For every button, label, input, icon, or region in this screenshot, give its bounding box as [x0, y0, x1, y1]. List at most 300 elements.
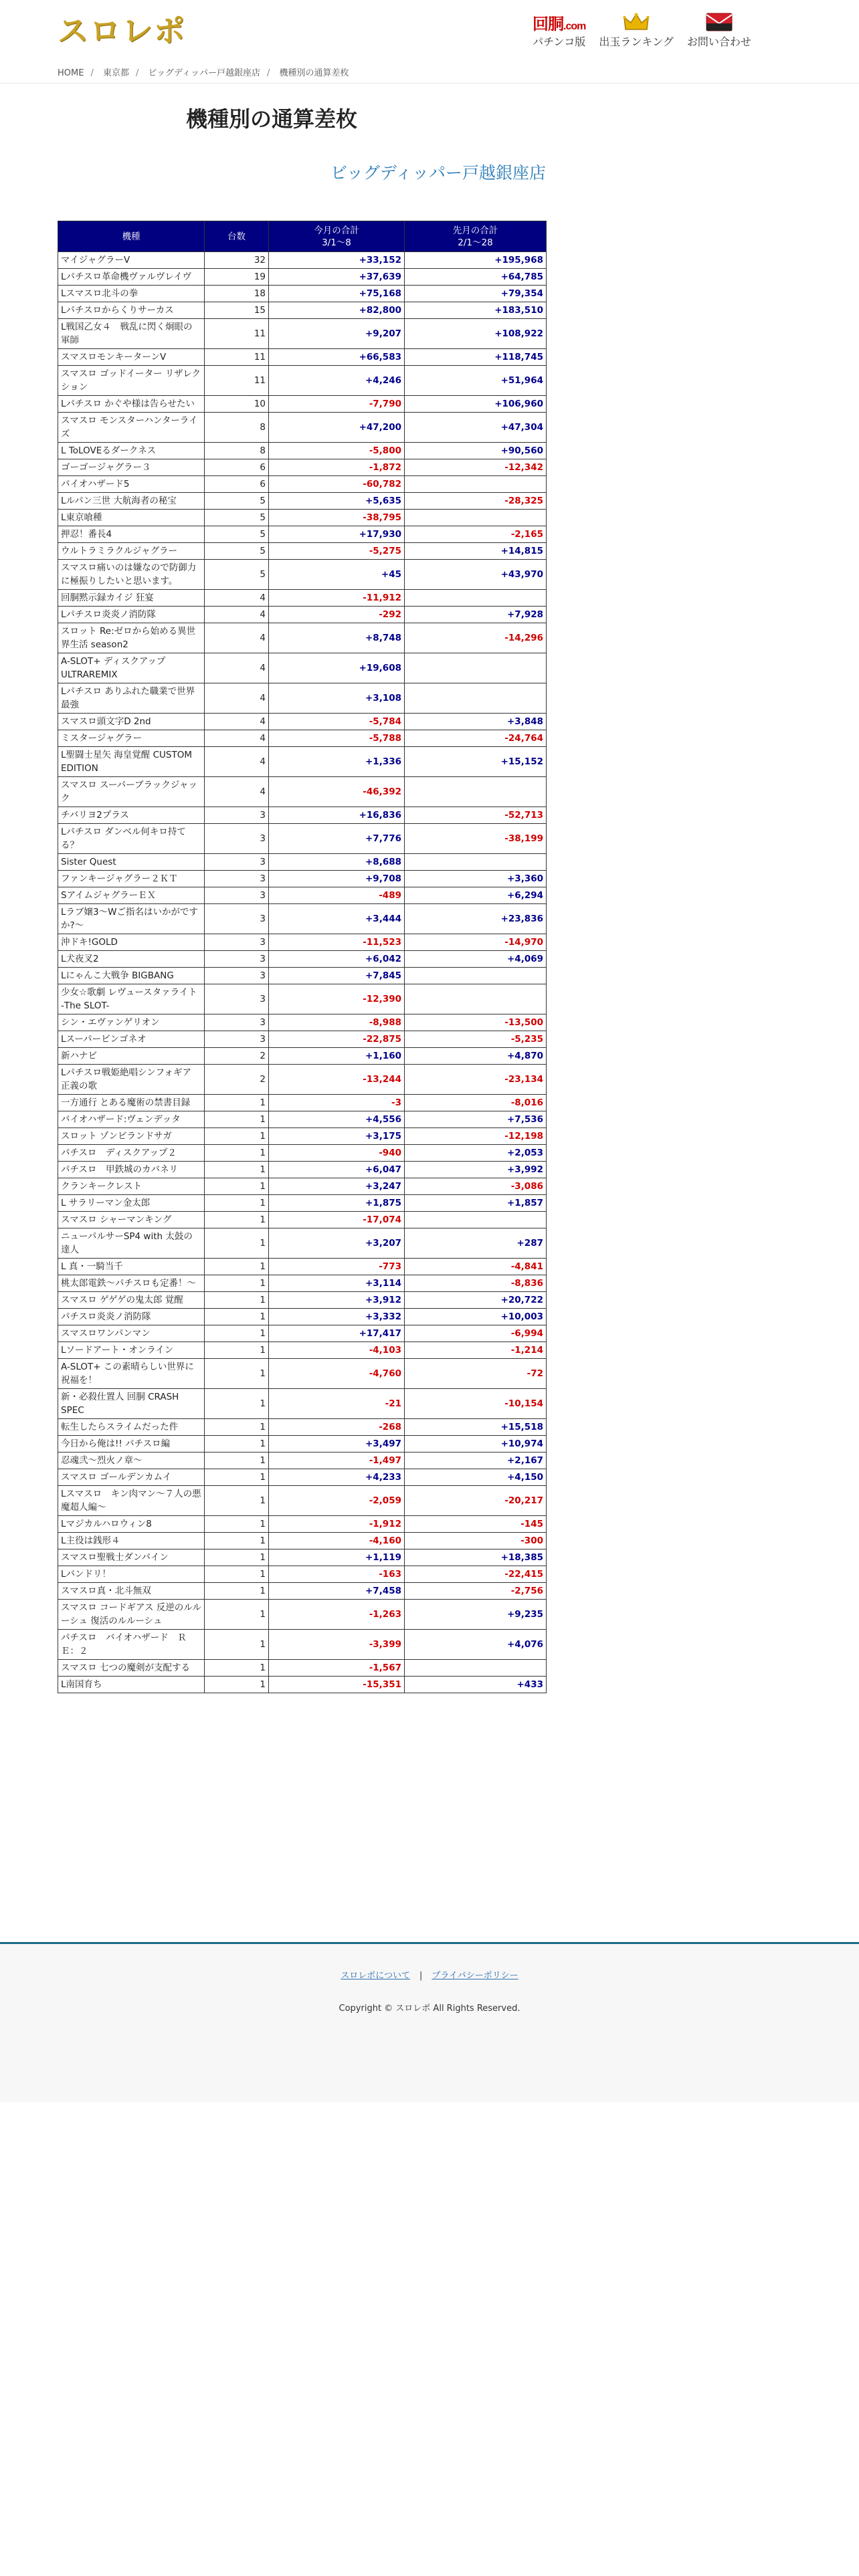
machine-name-cell[interactable]: 新・必殺仕置人 回胴 CRASH SPEC [58, 1389, 205, 1419]
last-month-total-cell: -300 [405, 1533, 547, 1549]
machine-count-cell: 1 [205, 1111, 269, 1128]
breadcrumb: HOME / 東京都 / ビッグディッパー戸越銀座店 / 機種別の通算差枚 [58, 68, 349, 78]
machine-count-cell: 1 [205, 1583, 269, 1600]
machine-count-cell: 1 [205, 1566, 269, 1583]
table-row [58, 1436, 547, 1453]
table-row [58, 1325, 547, 1342]
pachinko-logo-icon: 回胴.com [533, 15, 586, 33]
this-month-total-cell: -13,244 [269, 1065, 405, 1095]
machine-name-cell[interactable]: スマスロ ゴールデンカムイ [58, 1469, 205, 1486]
machine-name-cell[interactable]: Sister Quest [58, 854, 205, 871]
machine-name-cell[interactable]: パチスロ 甲鉄城のカバネリ [58, 1162, 205, 1178]
this-month-total-cell: +3,497 [269, 1436, 405, 1453]
machine-count-cell: 1 [205, 1677, 269, 1693]
this-month-total-cell: +3,332 [269, 1309, 405, 1325]
last-month-total-cell: +2,167 [405, 1453, 547, 1469]
table-row [58, 1583, 547, 1600]
machine-name-cell[interactable]: L サラリーマン金太郎 [58, 1195, 205, 1212]
last-month-total-cell: +195,968 [405, 252, 547, 269]
site-header [0, 0, 859, 58]
this-month-total-cell: +75,168 [269, 286, 405, 302]
last-month-total-cell: +64,785 [405, 269, 547, 286]
machine-name-cell[interactable]: スマスロ頭文字D 2nd [58, 714, 205, 730]
machine-name-cell[interactable]: パチスロ ディスクアップ２ [58, 1145, 205, 1162]
table-row [58, 1014, 547, 1031]
machine-name-cell[interactable]: Lパチスロ戦姫絶唱シンフォギア 正義の歌 [58, 1065, 205, 1095]
last-month-total-cell [405, 683, 547, 714]
table-row [58, 623, 547, 653]
machine-count-cell: 1 [205, 1195, 269, 1212]
last-month-total-cell: -8,836 [405, 1275, 547, 1292]
breadcrumb-store[interactable]: ビッグディッパー戸越銀座店 [148, 68, 260, 78]
machine-name-cell[interactable]: スマスロ聖戦士ダンバイン [58, 1549, 205, 1566]
table-row [58, 1292, 547, 1309]
machine-count-cell: 3 [205, 984, 269, 1014]
last-month-total-cell: +3,992 [405, 1162, 547, 1178]
machine-count-cell: 1 [205, 1309, 269, 1325]
table-row [58, 1486, 547, 1516]
footer-privacy-link[interactable]: プライバシーポリシー [432, 1971, 518, 1981]
machine-name-cell[interactable]: ミスタージャグラー [58, 730, 205, 747]
machine-count-cell: 1 [205, 1162, 269, 1178]
machine-name-cell[interactable]: スマスロ痛いのは嫌なので防御力に極振りしたいと思います。 [58, 560, 205, 590]
machine-count-cell: 1 [205, 1145, 269, 1162]
machine-name-cell[interactable]: スマスロ スーパーブラックジャック [58, 777, 205, 807]
this-month-total-cell: -1,872 [269, 459, 405, 476]
machine-count-cell: 10 [205, 396, 269, 413]
last-month-total-cell: -28,325 [405, 493, 547, 510]
last-month-total-cell: +47,304 [405, 413, 547, 443]
machine-count-cell: 1 [205, 1453, 269, 1469]
table-row [58, 366, 547, 396]
machine-name-cell[interactable]: スマスロワンパンマン [58, 1325, 205, 1342]
machine-count-cell: 1 [205, 1389, 269, 1419]
machine-count-cell: 3 [205, 807, 269, 824]
header-last-month[interactable]: 先月の合計 2/1〜28 [405, 221, 547, 252]
machine-count-cell: 11 [205, 319, 269, 349]
table-row [58, 951, 547, 968]
machine-count-cell: 6 [205, 476, 269, 493]
last-month-total-cell: +183,510 [405, 302, 547, 319]
table-row [58, 443, 547, 459]
table-row [58, 560, 547, 590]
machine-name-cell[interactable]: スロット Re:ゼロから始める異世界生活 season2 [58, 623, 205, 653]
machine-name-cell[interactable]: 新ハナビ [58, 1048, 205, 1065]
table-row [58, 1065, 547, 1095]
breadcrumb-current: 機種別の通算差枚 [279, 68, 349, 78]
this-month-total-cell: -21 [269, 1389, 405, 1419]
table-row [58, 1453, 547, 1469]
machine-count-cell: 4 [205, 653, 269, 683]
this-month-total-cell: -163 [269, 1566, 405, 1583]
table-row [58, 607, 547, 623]
this-month-total-cell: +45 [269, 560, 405, 590]
last-month-total-cell [405, 854, 547, 871]
machine-count-cell: 2 [205, 1048, 269, 1065]
last-month-total-cell: -6,994 [405, 1325, 547, 1342]
table-row [58, 1600, 547, 1630]
table-row [58, 1677, 547, 1693]
machine-count-cell: 1 [205, 1600, 269, 1630]
this-month-total-cell: -4,103 [269, 1342, 405, 1359]
machine-diff-table [58, 221, 547, 1693]
this-month-total-cell: -22,875 [269, 1031, 405, 1048]
machine-name-cell[interactable]: L聖闘士星矢 海皇覚醒 CUSTOM EDITION [58, 747, 205, 777]
machine-name-cell[interactable]: スマスロ コードギアス 反逆のルルーシュ 復活のルルーシュ [58, 1600, 205, 1630]
header-count[interactable]: 台数 [205, 221, 269, 252]
this-month-total-cell: +7,845 [269, 968, 405, 984]
this-month-total-cell: +3,114 [269, 1275, 405, 1292]
this-month-total-cell: -2,059 [269, 1486, 405, 1516]
machine-name-cell[interactable]: スマスロ ゲゲゲの鬼太郎 覚醒 [58, 1292, 205, 1309]
machine-name-cell[interactable]: バイオハザード:ヴェンデッタ [58, 1111, 205, 1128]
last-month-total-cell: +51,964 [405, 366, 547, 396]
last-month-total-cell: -2,756 [405, 1583, 547, 1600]
this-month-total-cell: +4,233 [269, 1469, 405, 1486]
machine-name-cell[interactable]: Lパチスロ かぐや様は告らせたい [58, 396, 205, 413]
table-row [58, 1275, 547, 1292]
header-machine[interactable]: 機種 [58, 221, 205, 252]
this-month-total-cell: +19,608 [269, 653, 405, 683]
machine-count-cell: 1 [205, 1228, 269, 1259]
machine-name-cell[interactable]: 忍魂弐〜烈火ノ章〜 [58, 1453, 205, 1469]
table-row [58, 510, 547, 526]
table-row [58, 1259, 547, 1275]
copyright: Copyright © スロレポ All Rights Reserved. [339, 2004, 520, 2014]
table-row [58, 493, 547, 510]
this-month-total-cell: +8,688 [269, 854, 405, 871]
this-month-total-cell: -5,800 [269, 443, 405, 459]
machine-count-cell: 5 [205, 526, 269, 543]
machine-count-cell: 3 [205, 1031, 269, 1048]
machine-name-cell[interactable]: チバリヨ2プラス [58, 807, 205, 824]
this-month-total-cell: -11,523 [269, 934, 405, 951]
machine-count-cell: 4 [205, 747, 269, 777]
last-month-total-cell: +10,974 [405, 1436, 547, 1453]
machine-name-cell[interactable]: スマスロ モンスターハンターライズ [58, 413, 205, 443]
machine-count-cell: 5 [205, 560, 269, 590]
table-row [58, 904, 547, 934]
machine-name-cell[interactable]: A-SLOT+ ディスクアップ ULTRAREMIX [58, 653, 205, 683]
this-month-total-cell: -5,788 [269, 730, 405, 747]
machine-name-cell[interactable]: マイジャグラーV [58, 252, 205, 269]
machine-name-cell[interactable]: L南国育ち [58, 1677, 205, 1693]
this-month-total-cell: +5,635 [269, 493, 405, 510]
breadcrumb-home[interactable]: HOME [58, 68, 84, 78]
last-month-total-cell: +3,360 [405, 871, 547, 887]
last-month-total-cell: +18,385 [405, 1549, 547, 1566]
machine-name-cell[interactable]: 一方通行 とある魔術の禁書目録 [58, 1095, 205, 1111]
machine-name-cell[interactable]: 今日から俺は!! パチスロ編 [58, 1436, 205, 1453]
last-month-total-cell: -14,970 [405, 934, 547, 951]
last-month-total-cell: +433 [405, 1677, 547, 1693]
last-month-total-cell: -10,154 [405, 1389, 547, 1419]
this-month-total-cell: +6,047 [269, 1162, 405, 1178]
table-row [58, 1469, 547, 1486]
this-month-total-cell: -773 [269, 1259, 405, 1275]
machine-name-cell[interactable]: L東京喰種 [58, 510, 205, 526]
table-row [58, 871, 547, 887]
machine-count-cell: 3 [205, 951, 269, 968]
machine-name-cell[interactable]: 沖ドキ!GOLD [58, 934, 205, 951]
this-month-total-cell: -4,760 [269, 1359, 405, 1389]
machine-name-cell[interactable]: ニューパルサーSP4 with 太鼓の達人 [58, 1228, 205, 1259]
this-month-total-cell: +17,930 [269, 526, 405, 543]
last-month-total-cell: -12,342 [405, 459, 547, 476]
table-row [58, 854, 547, 871]
machine-name-cell[interactable]: バイオハザード5 [58, 476, 205, 493]
last-month-total-cell: -38,199 [405, 824, 547, 854]
machine-name-cell[interactable]: スマスロ シャーマンキング [58, 1212, 205, 1228]
table-row [58, 1630, 547, 1660]
table-row [58, 1359, 547, 1389]
this-month-total-cell: +66,583 [269, 349, 405, 366]
machine-name-cell[interactable]: スマスロ 七つの魔剣が支配する [58, 1660, 205, 1677]
last-month-total-cell: +7,536 [405, 1111, 547, 1128]
table-row [58, 1419, 547, 1436]
last-month-total-cell: +3,848 [405, 714, 547, 730]
machine-count-cell: 1 [205, 1419, 269, 1436]
this-month-total-cell: +8,748 [269, 623, 405, 653]
table-row [58, 1048, 547, 1065]
machine-name-cell[interactable]: パチスロ バイオハザード ＲＥ：２ [58, 1630, 205, 1660]
this-month-total-cell: +1,875 [269, 1195, 405, 1212]
machine-count-cell: 18 [205, 286, 269, 302]
site-logo[interactable]: スロレポ [58, 13, 186, 49]
table-row [58, 1178, 547, 1195]
table-row [58, 1128, 547, 1145]
machine-count-cell: 4 [205, 590, 269, 607]
machine-name-cell[interactable]: Lスマスロ北斗の拳 [58, 286, 205, 302]
footer-links [0, 1968, 859, 1981]
machine-name-cell[interactable]: 少女☆歌劇 レヴュースタァライト -The SLOT- [58, 984, 205, 1014]
table-row [58, 1228, 547, 1259]
machine-name-cell[interactable]: Lルパン三世 大航海者の秘宝 [58, 493, 205, 510]
machine-count-cell: 1 [205, 1178, 269, 1195]
this-month-total-cell: +3,912 [269, 1292, 405, 1309]
last-month-total-cell: -14,296 [405, 623, 547, 653]
this-month-total-cell: +82,800 [269, 302, 405, 319]
this-month-total-cell: -4,160 [269, 1533, 405, 1549]
machine-count-cell: 4 [205, 623, 269, 653]
last-month-total-cell: -5,235 [405, 1031, 547, 1048]
machine-name-cell[interactable]: L ToLOVEるダークネス [58, 443, 205, 459]
last-month-total-cell: +108,922 [405, 319, 547, 349]
last-month-total-cell: +15,518 [405, 1419, 547, 1436]
table-row [58, 1195, 547, 1212]
this-month-total-cell: +37,639 [269, 269, 405, 286]
this-month-total-cell: +3,444 [269, 904, 405, 934]
machine-name-cell[interactable]: クランキークレスト [58, 1178, 205, 1195]
this-month-total-cell: -7,790 [269, 396, 405, 413]
site-footer [0, 1942, 859, 2103]
machine-count-cell: 1 [205, 1630, 269, 1660]
table-row [58, 543, 547, 560]
machine-count-cell: 11 [205, 349, 269, 366]
machine-count-cell: 1 [205, 1342, 269, 1359]
last-month-total-cell [405, 590, 547, 607]
this-month-total-cell: -11,912 [269, 590, 405, 607]
table-row [58, 1095, 547, 1111]
machine-count-cell: 3 [205, 854, 269, 871]
last-month-total-cell: +20,722 [405, 1292, 547, 1309]
machine-count-cell: 2 [205, 1065, 269, 1095]
table-row [58, 824, 547, 854]
machine-name-cell[interactable]: L 真・一騎当千 [58, 1259, 205, 1275]
machine-name-cell[interactable]: Lパチスロ炎炎ノ消防隊 [58, 607, 205, 623]
last-month-total-cell: +79,354 [405, 286, 547, 302]
table-row [58, 984, 547, 1014]
nav-contact[interactable] [687, 11, 751, 49]
machine-name-cell[interactable]: ウルトラミラクルジャグラー [58, 543, 205, 560]
machine-name-cell[interactable]: L戦国乙女４ 戦乱に閃く炯眼の軍師 [58, 319, 205, 349]
machine-name-cell[interactable]: ファンキージャグラー２ＫＴ [58, 871, 205, 887]
machine-count-cell: 1 [205, 1212, 269, 1228]
last-month-total-cell [405, 653, 547, 683]
this-month-total-cell: -940 [269, 1145, 405, 1162]
this-month-total-cell: +33,152 [269, 252, 405, 269]
this-month-total-cell: -3,399 [269, 1630, 405, 1660]
last-month-total-cell: +43,970 [405, 560, 547, 590]
table-row [58, 683, 547, 714]
last-month-total-cell: +23,836 [405, 904, 547, 934]
machine-count-cell: 4 [205, 777, 269, 807]
machine-name-cell[interactable]: Lパチスロ ダンベル何キロ持てる？ [58, 824, 205, 854]
machine-name-cell[interactable]: Lパチスロ ありふれた職業で世界最強 [58, 683, 205, 714]
machine-count-cell: 1 [205, 1359, 269, 1389]
last-month-total-cell: -1,214 [405, 1342, 547, 1359]
this-month-total-cell: -46,392 [269, 777, 405, 807]
machine-name-cell[interactable]: スロット ゾンビランドサガ [58, 1128, 205, 1145]
last-month-total-cell: -8,016 [405, 1095, 547, 1111]
last-month-total-cell: +118,745 [405, 349, 547, 366]
machine-name-cell[interactable]: Lスーパービンゴネオ [58, 1031, 205, 1048]
last-month-total-cell: -13,500 [405, 1014, 547, 1031]
machine-name-cell[interactable]: 桃太郎電鉄〜パチスロも定番！〜 [58, 1275, 205, 1292]
table-row [58, 807, 547, 824]
machine-name-cell[interactable]: Lバンドリ！ [58, 1566, 205, 1583]
this-month-total-cell: -1,912 [269, 1516, 405, 1533]
table-row [58, 653, 547, 683]
last-month-total-cell: +6,294 [405, 887, 547, 904]
this-month-total-cell: -1,263 [269, 1600, 405, 1630]
table-row [58, 413, 547, 443]
table-row [58, 1031, 547, 1048]
last-month-total-cell [405, 1212, 547, 1228]
machine-count-cell: 1 [205, 1436, 269, 1453]
machine-count-cell: 3 [205, 824, 269, 854]
last-month-total-cell: -24,764 [405, 730, 547, 747]
this-month-total-cell: -3 [269, 1095, 405, 1111]
header-nav [533, 11, 751, 49]
machine-name-cell[interactable]: Lパチスロ革命機ヴァルヴレイヴ [58, 269, 205, 286]
header-this-month[interactable]: 今月の合計 3/1〜8 [269, 221, 405, 252]
last-month-total-cell [405, 476, 547, 493]
machine-name-cell[interactable]: Lソードアート・オンライン [58, 1342, 205, 1359]
machine-name-cell[interactable]: ゴーゴージャグラー３ [58, 459, 205, 476]
machine-name-cell[interactable]: 押忍！番長4 [58, 526, 205, 543]
last-month-total-cell: -2,165 [405, 526, 547, 543]
machine-name-cell[interactable]: A-SLOT+ この素晴らしい世界に祝福を！ [58, 1359, 205, 1389]
this-month-total-cell: +16,836 [269, 807, 405, 824]
this-month-total-cell: +17,417 [269, 1325, 405, 1342]
this-month-total-cell: -1,497 [269, 1453, 405, 1469]
table-row [58, 476, 547, 493]
table-row [58, 396, 547, 413]
last-month-total-cell: -20,217 [405, 1486, 547, 1516]
table-row [58, 1389, 547, 1419]
last-month-total-cell: -145 [405, 1516, 547, 1533]
nav-ranking[interactable] [599, 11, 674, 49]
machine-name-cell[interactable]: 回胴黙示録カイジ 狂宴 [58, 590, 205, 607]
last-month-total-cell: -4,841 [405, 1259, 547, 1275]
last-month-total-cell: +4,076 [405, 1630, 547, 1660]
machine-count-cell: 4 [205, 607, 269, 623]
last-month-total-cell [405, 1660, 547, 1677]
last-month-total-cell: +9,235 [405, 1600, 547, 1630]
machine-name-cell[interactable]: スマスロモンキーターンV [58, 349, 205, 366]
machine-name-cell[interactable]: L主役は銭形４ [58, 1533, 205, 1549]
machine-count-cell: 5 [205, 493, 269, 510]
machine-name-cell[interactable]: Lスマスロ キン肉マン〜７人の悪魔超人編〜 [58, 1486, 205, 1516]
machine-name-cell[interactable]: Lマジカルハロウィン8 [58, 1516, 205, 1533]
last-month-total-cell: +106,960 [405, 396, 547, 413]
machine-count-cell: 1 [205, 1095, 269, 1111]
table-row [58, 1162, 547, 1178]
table-row [58, 286, 547, 302]
this-month-total-cell: -489 [269, 887, 405, 904]
machine-name-cell[interactable]: Lにゃんこ大戦争 BIGBANG [58, 968, 205, 984]
machine-count-cell: 1 [205, 1325, 269, 1342]
this-month-total-cell: +3,175 [269, 1128, 405, 1145]
table-row [58, 252, 547, 269]
this-month-total-cell: +7,776 [269, 824, 405, 854]
table-row [58, 934, 547, 951]
machine-name-cell[interactable]: スマスロ ゴッドイーター リザレクション [58, 366, 205, 396]
table-row [58, 887, 547, 904]
nav-pachinko[interactable] [533, 11, 585, 49]
machine-name-cell[interactable]: パチスロ炎炎ノ消防隊 [58, 1309, 205, 1325]
machine-name-cell[interactable]: SアイムジャグラーＥＸ [58, 887, 205, 904]
machine-name-cell[interactable]: シン・エヴァンゲリオン [58, 1014, 205, 1031]
machine-count-cell: 3 [205, 968, 269, 984]
this-month-total-cell: +9,708 [269, 871, 405, 887]
last-month-total-cell: -72 [405, 1359, 547, 1389]
machine-name-cell[interactable]: L犬夜叉2 [58, 951, 205, 968]
table-row [58, 1111, 547, 1128]
machine-count-cell: 15 [205, 302, 269, 319]
machine-name-cell[interactable]: スマスロ真・北斗無双 [58, 1583, 205, 1600]
last-month-total-cell: -23,134 [405, 1065, 547, 1095]
store-name[interactable]: ビッグディッパー戸越銀座店 [330, 164, 546, 183]
this-month-total-cell: +4,556 [269, 1111, 405, 1128]
this-month-total-cell: +1,119 [269, 1549, 405, 1566]
breadcrumb-prefecture[interactable]: 東京都 [102, 68, 129, 78]
footer-about-link[interactable]: スロレポについて [341, 1971, 410, 1981]
machine-name-cell[interactable]: Lラブ嬢3〜Wご指名はいかがですか?〜 [58, 904, 205, 934]
table-row [58, 714, 547, 730]
this-month-total-cell: +9,207 [269, 319, 405, 349]
machine-count-cell: 8 [205, 443, 269, 459]
machine-count-cell: 3 [205, 934, 269, 951]
machine-name-cell[interactable]: 転生したらスライムだった件 [58, 1419, 205, 1436]
last-month-total-cell: +10,003 [405, 1309, 547, 1325]
machine-count-cell: 1 [205, 1660, 269, 1677]
machine-name-cell[interactable]: Lパチスロからくりサーカス [58, 302, 205, 319]
machine-count-cell: 5 [205, 543, 269, 560]
this-month-total-cell: -1,567 [269, 1660, 405, 1677]
last-month-total-cell: +287 [405, 1228, 547, 1259]
